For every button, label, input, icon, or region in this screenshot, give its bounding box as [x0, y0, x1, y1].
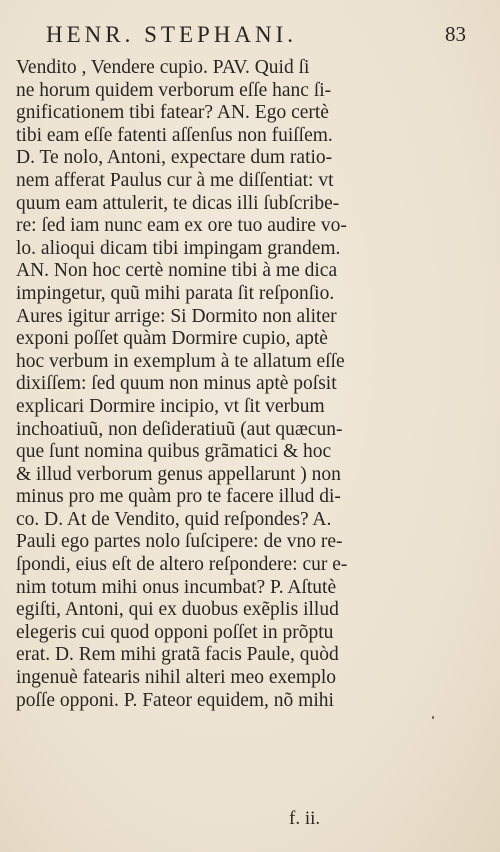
- text-line: Vendito , Vendere cupio. PAV. Quid ſi: [16, 57, 310, 78]
- text-line: poſſe opponi. P. Fateor equidem, nõ mihi: [16, 689, 334, 711]
- text-line: quum eam attulerit, te dicas illi ſubſcribe-: [16, 192, 340, 214]
- text-line: gnificationem tibi fatear? AN. Ego certè: [16, 102, 329, 124]
- page-number: 83: [445, 22, 466, 46]
- text-line: hoc verbum in exemplum à te allatum eſſe: [16, 350, 345, 372]
- text-line: nim totum mihi onus incumbat? P. Aſtutè: [16, 576, 337, 598]
- text-line: impingetur, quũ mihi parata ſit reſponſio.: [16, 282, 335, 304]
- text-line: ne horum quidem verborum eſſe hanc ſi-: [16, 79, 332, 101]
- text-line: Aures igitur arrige: Si Dormito non aliter: [16, 305, 337, 327]
- body-text: [16, 57, 400, 712]
- text-line: AN. Non hoc certè nomine tibi à me dica: [16, 260, 338, 282]
- ink-speck: [432, 716, 434, 719]
- text-line: nem afferat Paulus cur à me diſſentiat: vt: [16, 169, 334, 191]
- text-line: Pauli ego partes nolo ſuſcipere: de vno re-: [16, 531, 343, 553]
- text-line: & illud verborum genus appellarunt ) non: [16, 463, 341, 485]
- signature-mark: f. ii.: [289, 808, 321, 829]
- text-line: exponi poſſet quàm Dormire cupio, aptè: [16, 328, 328, 350]
- running-head: [46, 22, 466, 52]
- running-head-title: HENR. STEPHANI.: [46, 22, 298, 47]
- text-line: re: ſed iam nunc eam ex ore tuo audire vo-: [16, 215, 347, 237]
- text-line: explicari Dormire incipio, vt ſit verbum: [16, 395, 325, 417]
- text-line: lo. alioqui dicam tibi impingam grandem.: [16, 237, 341, 259]
- text-line: elegeris cui quod opponi poſſet in prõptu: [16, 621, 334, 643]
- text-line: que ſunt nomina quibus grãmatici & hoc: [16, 441, 332, 463]
- text-line: D. Te nolo, Antoni, expectare dum ratio-: [16, 147, 333, 169]
- text-line: dixiſſem: ſed quum non minus aptè poſsit: [16, 373, 337, 395]
- text-line: inchoatiuũ, non deſideratiuũ (aut quæcun-: [16, 418, 343, 440]
- text-line: ſpondi, eius eſt de altero reſpondere: cur e-: [16, 554, 348, 576]
- text-line: erat. D. Rem mihi gratã facis Paule, quòd: [16, 644, 339, 666]
- text-line: tibi eam eſſe fatenti aſſenſus non fuiſſem.: [16, 124, 333, 146]
- text-line: egiſti, Antoni, qui ex duobus exẽplis illud: [16, 599, 339, 621]
- text-line: minus pro me quàm pro te facere illud di-: [16, 486, 341, 508]
- text-line: co. D. At de Vendito, quid reſpondes? A.: [16, 508, 332, 530]
- text-line: ingenuè fatearis nihil alteri meo exemplo: [16, 667, 337, 689]
